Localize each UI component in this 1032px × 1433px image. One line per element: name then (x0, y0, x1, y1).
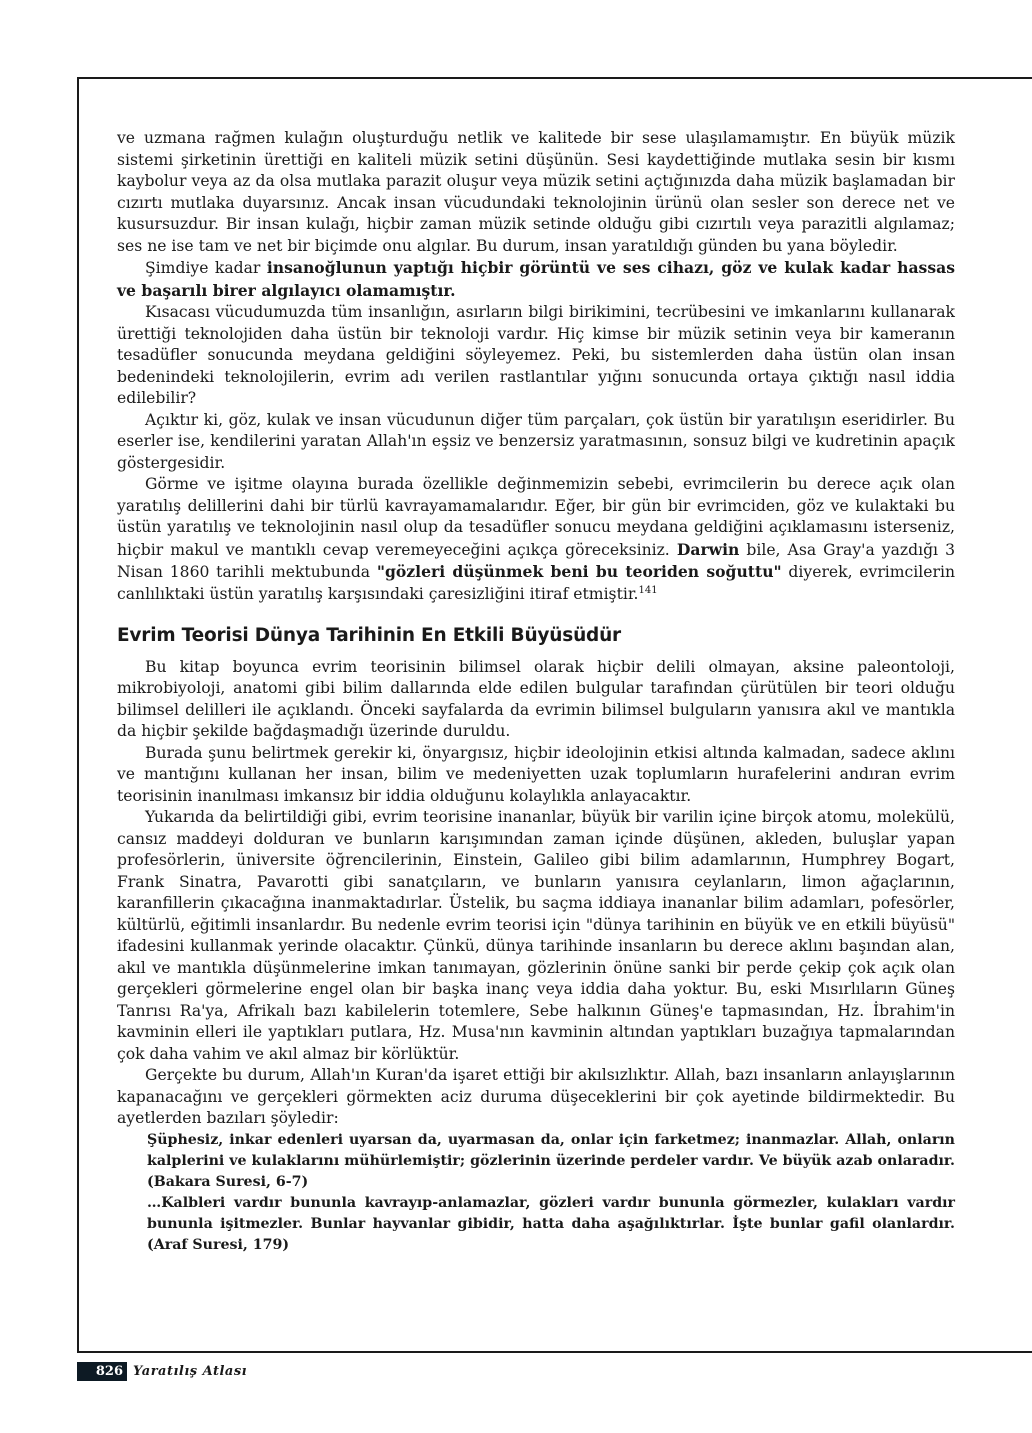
paragraph: Görme ve işitme olayına burada özellikle değinmemizin sebebi, evrimcilerin bu derece açık olan yaratılış delillerini dahi bir türlü kavrayamamalarıdır. Eğer, bir gün bir evrimciden, göz ve kulaktaki bu üstün yaratılış ve teknolojinin nasıl olup da tesadüfler sonucu meydana geldiğini açıklamasını isterseniz, hiçbir makul ve mantıklı cevap veremeyeceğini açıkça göreceksiniz. Darwin bile, Asa Gray'a yazdığı 3 Nisan 1860 tarihli mektubunda "gözleri düşünmek beni bu teoriden soğuttu" diyerek, evrimcilerin canlılıktaki üstün yaratılış karşısındaki çaresizliğini itiraf etmiştir.$^{141}$ (117, 475, 955, 603)
section-heading: Evrim Teorisi Dünya Tarihinin En Etkili Büyüsüdür (117, 625, 621, 646)
quran-quote: …Kalbleri vardır bununla kavrayıp-anlamazlar, gözleri vardır bununla görmezler, kulakları vardır bununla işitmezler. Bunlar hayvanlar gibidir, hatta daha aşağılıktırlar. İşte bunlar gafil olanlardır. (Araf Suresi, 179) (147, 1194, 955, 1253)
page-number: 826 (77, 1362, 127, 1381)
paragraph: Açıktır ki, göz, kulak ve insan vücudunun diğer tüm parçaları, çok üstün bir yaratılışın eseridirler. Bu eserler ise, kendilerini yaratan Allah'ın eşsiz ve benzersiz yaratmasının, sonsuz bilgi ve kudretinin apaçık göstergesidir. (117, 410, 955, 472)
paragraph: Bu kitap boyunca evrim teorisinin bilimsel olarak hiçbir delili olmayan, aksine paleontoloji, mikrobiyoloji, anatomi gibi bilim dallarında elde edilen bulgular tarafından çürütülen bir teori olduğu bilimsel delilleri ile açıklandı. Önceki sayfalarda da evrimin bilimsel bulguların yanısıra akıl ve mantıkla da hiçbir şekilde bağdaşmadığı üzerinde duruldu. (117, 657, 955, 740)
paragraph: ve uzmana rağmen kulağın oluşturduğu netlik ve kalitede bir sese ulaşılamamıştır. En büyük müzik sistemi şirketinin ürettiği en kaliteli müzik setini düşünün. Sesi kaydettiğinde mutlaka sesin bir kısmı kaybolur veya az da olsa mutlaka parazit oluşur veya müzik setini açtığınızda daha müzik başlamadan bir cızırtı mutlaka duyarsınız. Ancak insan vücudundaki teknolojinin ürünü olan sesler son derece net ve kusursuzdur. Bir insan kulağı, hiçbir zaman müzik setinde olduğu gibi cızırtılı veya parazitli algılamaz; ses ne ise tam ve net bir biçimde onu algılar. Bu durum, insan yaratıldığı günden bu yana böyledir. (117, 129, 955, 255)
paragraph: Gerçekte bu durum, Allah'ın Kuran'da işaret ettiği bir akılsızlıktır. Allah, bazı insanların anlayışlarının kapanacağını ve gerçekleri görmekten aciz duruma düşeceklerini bir çok ayetinde bildirmektedir. Bu ayetlerden bazıları şöyledir: (117, 1066, 955, 1127)
page-body (117, 128, 955, 1256)
page-footer (77, 1362, 247, 1381)
emphasis: insanoğlunun yaptığı hiçbir görüntü ve ses cihazı, göz ve kulak kadar hassas ve başarılı birer algılayıcı olamamıştır. (117, 258, 956, 300)
paragraph: Şimdiye kadar insanoğlunun yaptığı hiçbir görüntü ve ses cihazı, göz ve kulak kadar hassas ve başarılı birer algılayıcı olamamıştır. (117, 258, 956, 300)
quran-quote: Şüphesiz, inkar edenleri uyarsan da, uyarmasan da, onlar için farketmez; inanmazlar. Allah, onların kalplerini ve kulaklarını mühürlemiştir; gözlerinin üzerinde perdeler vardır. Ve büyük azab onlaradır. (Bakara Suresi, 6-7) (147, 1131, 955, 1190)
emphasis: "gözleri düşünmek beni bu teoriden soğuttu" (376, 562, 782, 581)
emphasis: Darwin (676, 539, 740, 559)
paragraph: Yukarıda da belirtildiği gibi, evrim teorisine inananlar, büyük bir varilin içine birçok atomu, molekülü, cansız maddeyi dolduran ve bunların karışımından zaman içinde düşünen, akleden, buluşlar yapan profesörlerin, üniversite öğrencilerinin, Einstein, Galileo gibi bilim adamlarının, Humphrey Bogart, Frank Sinatra, Pavarotti gibi sanatçıların, ve bunların yanısıra ceylanların, limon ağaçlarının, karanfillerin çıkacağına inanmaktadırlar. Üstelik, bu saçma iddiaya inananlar bilim adamları, pofesörler, kültürlü, eğitimli insanlardır. Bu nedenle evrim teorisi için "dünya tarihinin en büyük ve en etkili büyüsü" ifadesini kullanmak yerinde olacaktır. Çünkü, dünya tarihinde insanların bu derece aklını başından alan, akıl ve mantıkla düşünmelerine imkan tanımayan, gözlerinin önüne sanki bir perde çekip çok açık olan gerçekleri görmelerine engel olan bir başka inanç veya iddia daha yoktur. Bu, eski Mısırlıların Güneş Tanrısı Ra'ya, Afrikalı bazı kabilelerin totemlere, Sebe halkının Güneş'e tapmasından, Hz. İbrahim'in kavminin elleri ile yaptıkları putlara, Hz. Musa'nın kavminin altından yaptıkları buzağıya tapmalarından çok daha vahim ve akıl almaz bir körlüktür. (117, 808, 955, 1063)
paragraph: Kısacası vücudumuzda tüm insanlığın, asırların bilgi birikimini, tecrübesini ve imkanlarını kullanarak ürettiği teknolojiden daha üstün bir teknoloji vardır. Hiç kimse bir müzik setinin veya bir kameranın tesadüfler sonucunda meydana geldiğini söyleyemez. Peki, bu sistemlerden daha üstün olan insan bedenindeki teknolojilerin, evrim adı verilen rastlantılar yığını sonucunda ortaya çıktığı nasıl iddia edilebilir? (117, 303, 955, 407)
footnote-ref: 141 (638, 584, 658, 596)
book-title: Yaratılış Atlası (133, 1364, 248, 1379)
paragraph: Burada şunu belirtmek gerekir ki, önyargısız, hiçbir ideolojinin etkisi altında kalmadan, sadece aklını ve mantığını kullanan her insan, bilim ve medeniyetten uzak toplumların hurafelerini andıran evrim teorisinin inanılması imkansız bir iddia olduğunu kolaylıkla anlayacaktır. (117, 743, 955, 805)
